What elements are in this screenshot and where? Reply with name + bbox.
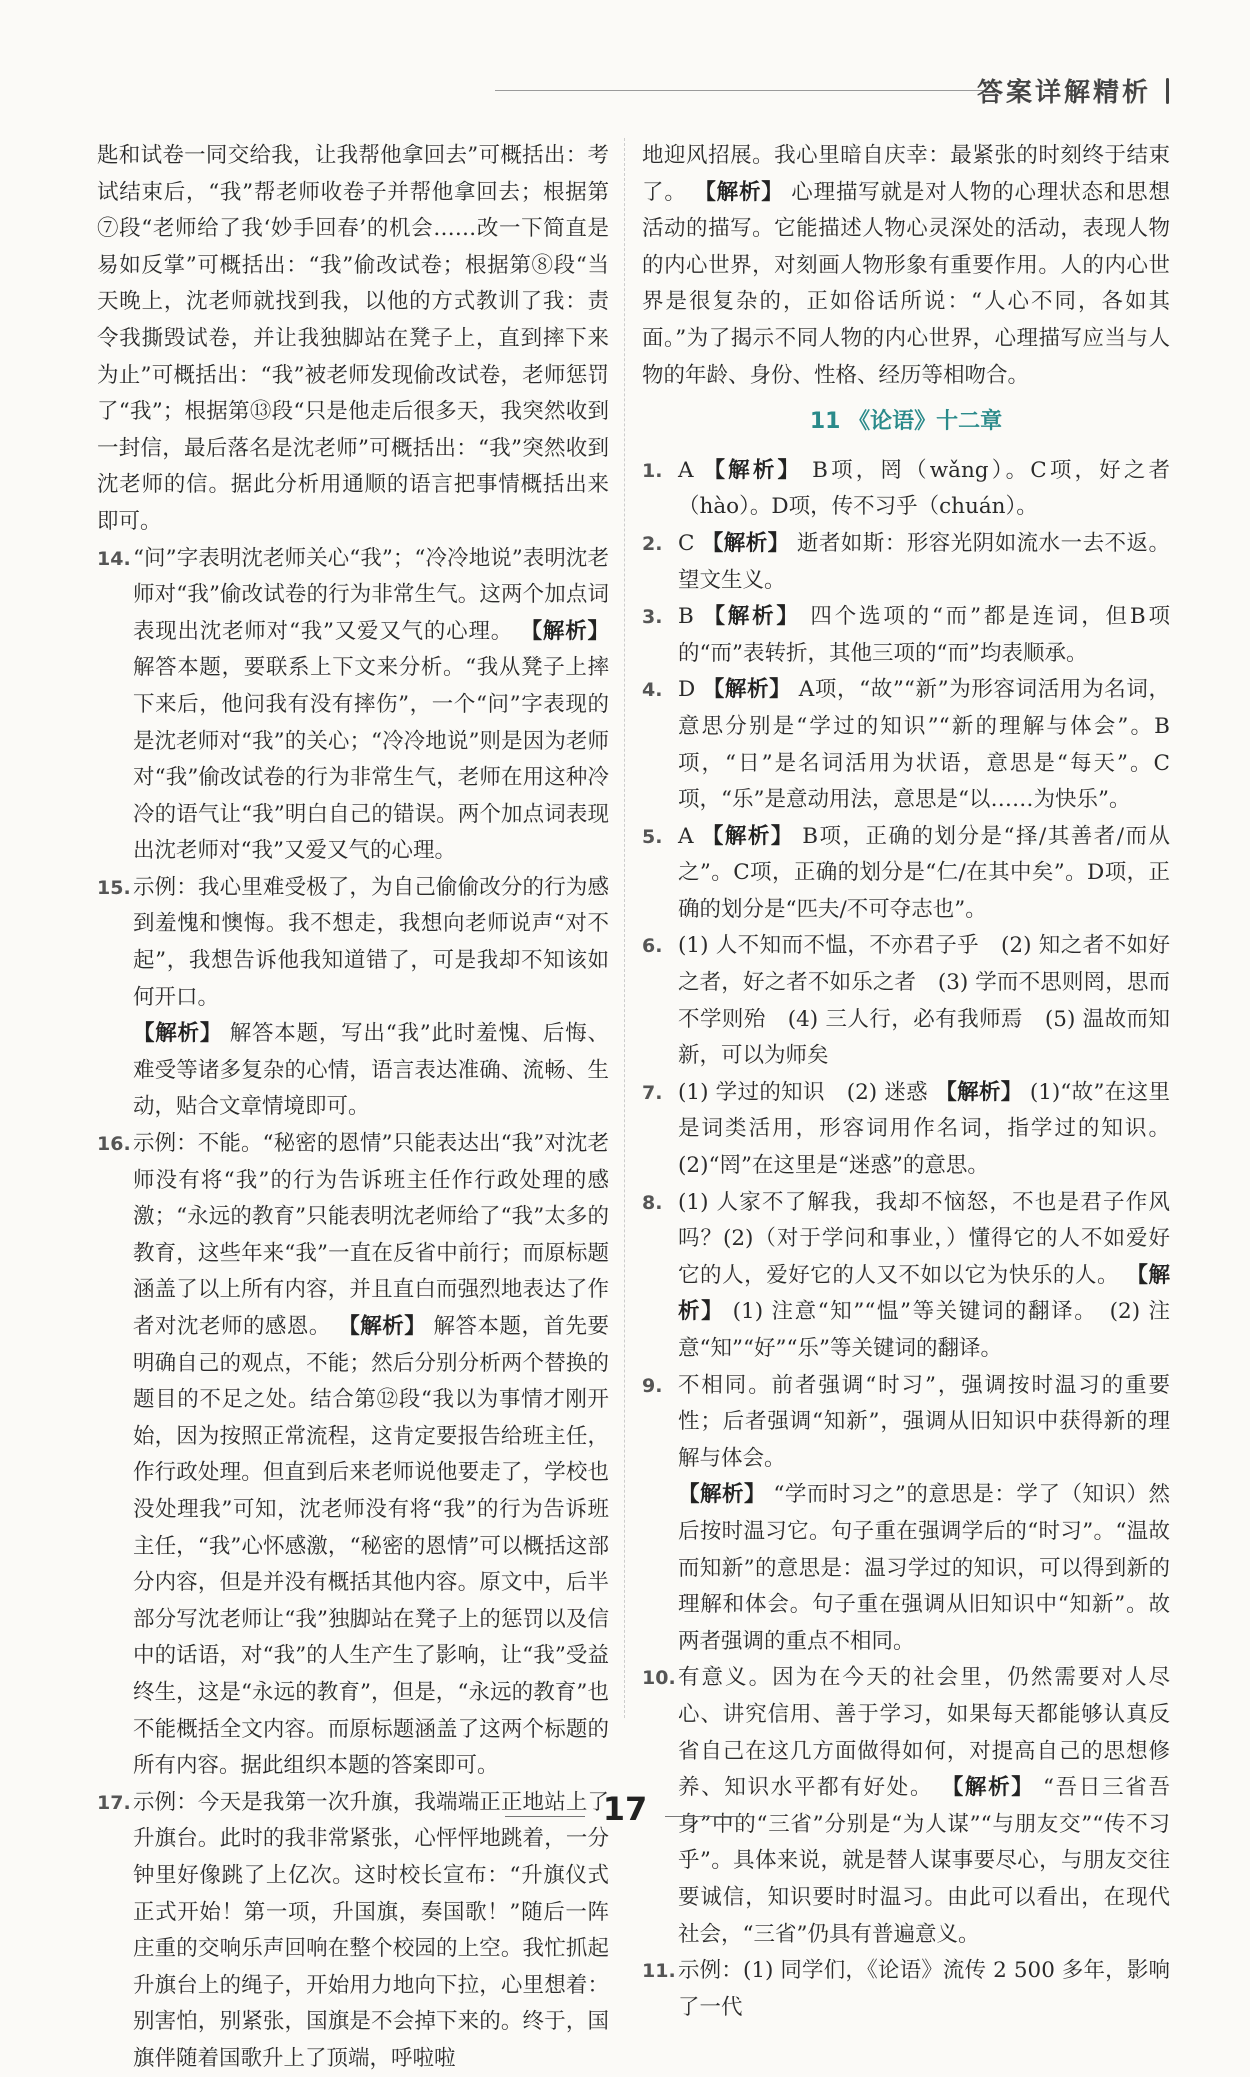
analysis-text: (1)“故”在这里是词类活用，形容词用作名词，指学过的知识。(2)“罔”在这里是“迷惑”的意思。 — [678, 1079, 1170, 1179]
q17-continuation — [642, 138, 1170, 394]
answer-number: 2. — [642, 532, 663, 555]
answer-1 — [642, 453, 1170, 526]
answer-number: 3. — [642, 606, 663, 629]
analysis-text: “吾日三省吾身”中的“三省”分别是“为人谋”“与朋友交”“传不习乎”。具体来说，就是替人谋事要尽心，与朋友交往要诚信，知识要时时温习。由此可以看出，在现代社会，“三省”仍具有普遍意义。 — [678, 1775, 1170, 1947]
answer-16 — [97, 1126, 609, 1785]
analysis-tag: 【解析】 — [694, 179, 784, 205]
answer-text: A — [678, 457, 694, 483]
header-rule — [495, 90, 985, 91]
analysis-tag: 【解析】 — [678, 1482, 767, 1508]
header-bar — [1166, 78, 1169, 104]
answer-8 — [642, 1185, 1170, 1368]
answer-text: 示例：(1) 同学们，《论语》流传 2 500 多年，影响了一代 — [678, 1958, 1170, 2020]
column-divider — [624, 138, 625, 1718]
answer-11 — [642, 1953, 1170, 2026]
answer-number: 7. — [642, 1081, 663, 1104]
answer-number: 1. — [642, 459, 663, 482]
page-footer — [0, 1790, 1250, 1840]
answer-4 — [642, 672, 1170, 818]
answer-text: 示例：我心里难受极了，为自己偷偷改分的行为感到羞愧和懊悔。我不想走，我想向老师说声“对不起”，我想告诉他我知道错了，可是我却不知该如何开口。 — [133, 874, 609, 1010]
answer-number: 16. — [97, 1133, 131, 1156]
answer-number: 15. — [97, 876, 131, 899]
answer-text: 示例：今天是我第一次升旗，我端端正正地站上了升旗台。此时的我非常紧张，心怦怦地跳着，一分钟里好像跳了上亿次。这时校长宣布：“升旗仪式正式开始！第一项，升国旗，奏国歌！”随后一阵庄重的交响乐声回响在整个校园的上空。我忙抓起升旗台上的绳子，开始用力地向下拉，心里想着：别害怕，别紧张，国旗是不会掉下来的。终于，国旗伴随着国歌升上了顶端，呼啦啦 — [133, 1789, 609, 2071]
analysis-text: A项，“故”“新”为形容词活用为名词，意思分别是“学过的知识”“新的理解与体会”。B项，“日”是名词活用为状语，意思是“每天”。C项，“乐”是意动用法，意思是“以……为快乐”。 — [678, 677, 1170, 813]
analysis-tag: 【解析】 — [701, 823, 794, 849]
answer-14 — [97, 541, 609, 870]
analysis-text: 心理描写就是对人物的心理状态和思想活动的描写。它能描述人物心灵深处的活动，表现人物的内心世界，对刻画人物形象有重要作用。人的内心世界是很复杂的，正如俗话所说：“人心不同，各如其面。”为了揭示不同人物的内心世界，心理描写应当与人物的年龄、身份、性格、经历等相吻合。 — [642, 179, 1170, 388]
right-column — [642, 138, 1170, 2026]
analysis-text: 解答本题，首先要明确自己的观点，不能；然后分别分析两个替换的题目的不足之处。结合第⑫段“我以为事情才刚开始，因为按照正常流程，这肯定要报告给班主任，作行政处理。但直到后来老师说他要走了，学校也没处理我”可知，沈老师没有将“我”的行为告诉班主任，“我”心怀感激，“秘密的恩情”可以概括这部分内容，但是并没有概括其他内容。原文中，后半部分写沈老师让“我”独脚站在凳子上的惩罚以及信中的话语，对“我”的人生产生了影响，让“我”受益终生，这是“永远的教育”，但是，“永远的教育”也不能概括全文内容。而原标题涵盖了这两个标题的所有内容。据此组织本题的答案即可。 — [133, 1314, 609, 1779]
analysis-tag: 【解析】 — [338, 1314, 427, 1339]
answer-text: C — [678, 530, 695, 556]
analysis-tag: 【解析】 — [703, 457, 803, 483]
answer-number: 5. — [642, 825, 663, 848]
answer-number: 8. — [642, 1191, 663, 1214]
answer-text: D — [678, 677, 696, 703]
analysis-tag: 【解析】 — [520, 618, 609, 644]
analysis-tag: 【解析】 — [133, 1021, 223, 1047]
analysis-text: “学而时习之”的意思是：学了（知识）然后按时温习它。句子重在强调学后的“时习”。“温故而知新”的意思是：温习学过的知识，可以得到新的理解和体会。句子重在强调从旧知识中“知新”。故两者强调的重点不相同。 — [678, 1482, 1170, 1654]
section-title: 11 《论语》十二章 — [809, 409, 1003, 435]
analysis-tag: 【解析】 — [701, 530, 790, 556]
answer-6 — [642, 928, 1170, 1074]
answer-text: 有意义。因为在今天的社会里，仍然需要对人尽心、讲究信用、善于学习，如果每天都能够认真反省自己在这几方面做得如何，对提高自己的思想修养、知识水平都有好处。 — [678, 1665, 1170, 1801]
answer-number: 9. — [642, 1374, 663, 1397]
q13-continuation: 匙和试卷一同交给我，让我帮他拿回去”可概括出：考试结束后，“我”帮老师收卷子并帮他拿回去；根据第⑦段“老师给了我‘妙手回春’的机会……改一下简直是易如反掌”可概括出：“我”偷改试卷；根据第⑧段“当天晚上，沈老师就找到我，以他的方式教训了我：责令我撕毁试卷，并让我独脚站在凳子上，直到摔下来为止”可概括出：“我”被老师发现偷改试卷，老师惩罚了“我”；根据第⑬段“只是他走后很多天，我突然收到一封信，最后落名是沈老师”可概括出：“我”突然收到沈老师的信。据此分析用通顺的语言把事情概括出来即可。 — [97, 143, 609, 534]
answer-text: 示例：不能。“秘密的恩情”只能表达出“我”对沈老师没有将“我”的行为告诉班主任作行政处理的感激；“永远的教育”只能表明沈老师给了“我”太多的教育，这些年来“我”一直在反省中前行；而原标题涵盖了以上所有内容，并且直白而强烈地表达了作者对沈老师的感恩。 — [133, 1131, 609, 1339]
answer-number: 10. — [642, 1667, 676, 1690]
answer-text: A — [678, 823, 694, 849]
header-title: 答案详解精析 — [976, 78, 1151, 108]
answer-text: (1) 人不知而不愠，不亦君子乎 (2) 知之者不如好之者，好之者不如乐之者 (3) 学而不思则罔，思而不学则殆 (4) 三人行，必有我师焉 (5) 温故而知新，可以为师矣 — [678, 933, 1170, 1069]
left-column — [97, 138, 609, 2077]
answer-text: B — [678, 604, 694, 630]
answer-number: 17. — [97, 1791, 131, 1814]
answer-text: 地迎风招展。我心里暗自庆幸：最紧张的时刻终于结束了。 — [642, 143, 1170, 205]
footer-rule-left — [505, 1816, 585, 1817]
answer-number: 4. — [642, 679, 663, 702]
answer-15 — [97, 870, 609, 1126]
analysis-text: 四个选项的“而”都是连词，但B项的“而”表转折，其他三项的“而”均表顺承。 — [678, 604, 1170, 666]
analysis-tag: 【解析】 — [941, 1775, 1035, 1801]
answer-number: 11. — [642, 1960, 676, 1983]
answer-5 — [642, 819, 1170, 929]
answer-text: (1) 人家不了解我，我却不恼怒，不也是君子作风吗？(2)（对于学问和事业，）懂得它的人不如爱好它的人，爱好它的人又不如以它为快乐的人。 — [678, 1189, 1170, 1288]
answer-number: 14. — [97, 547, 131, 570]
answer-3 — [642, 599, 1170, 672]
analysis-tag: 【解析】 — [678, 1262, 1170, 1325]
page-header — [495, 70, 1175, 110]
answer-text: (1) 学过的知识 (2) 迷惑 — [678, 1079, 929, 1105]
analysis-tag: 【解析】 — [702, 677, 792, 703]
footer-rule-right — [665, 1816, 745, 1817]
answer-7 — [642, 1075, 1170, 1185]
answer-number: 6. — [642, 935, 663, 958]
analysis-text: 逝者如斯：形容光阴如流水一去不返。望文生义。 — [678, 530, 1170, 593]
answer-2 — [642, 526, 1170, 599]
analysis-text: 解答本题，要联系上下文来分析。“我从凳子上摔下来后，他问我有没有摔伤”，一个“问”字表现的是沈老师对“我”的关心；“冷冷地说”则是因为老师对“我”偷改试卷的行为非常生气，老师在用这种冷冷的语气让“我”明白自己的错误。两个加点词表现出沈老师对“我”又爱又气的心理。 — [133, 655, 609, 864]
analysis-tag: 【解析】 — [703, 604, 801, 630]
answer-9 — [642, 1368, 1170, 1661]
analysis-text: 解答本题，写出“我”此时羞愧、后悔、难受等诸多复杂的心情，语言表达准确、流畅、生动，贴合文章情境即可。 — [133, 1021, 609, 1120]
analysis-text: B项，正确的划分是“择/其善者/而从之”。C项，正确的划分是“仁/在其中矣”。D项，正确的划分是“匹夫/不可夺志也”。 — [678, 823, 1170, 922]
answer-text: 不相同。前者强调“时习”，强调按时温习的重要性；后者强调“知新”，强调从旧知识中获得新的理解与体会。 — [678, 1372, 1170, 1471]
analysis-tag: 【解析】 — [935, 1079, 1023, 1105]
analysis-text: B项，罔（wǎng）。C项，好之者（hào）。D项，传不习乎（chuán）。 — [678, 457, 1170, 520]
answer-text: “问”字表明沈老师关心“我”；“冷冷地说”表明沈老师对“我”偷改试卷的行为非常生气。这两个加点词表现出沈老师对“我”又爱又气的心理。 — [133, 545, 609, 644]
analysis-text: (1) 注意“知”“愠”等关键词的翻译。 (2) 注意“知”“好”“乐”等关键词的翻译。 — [678, 1299, 1171, 1361]
page-number: 17 — [602, 1790, 648, 1828]
